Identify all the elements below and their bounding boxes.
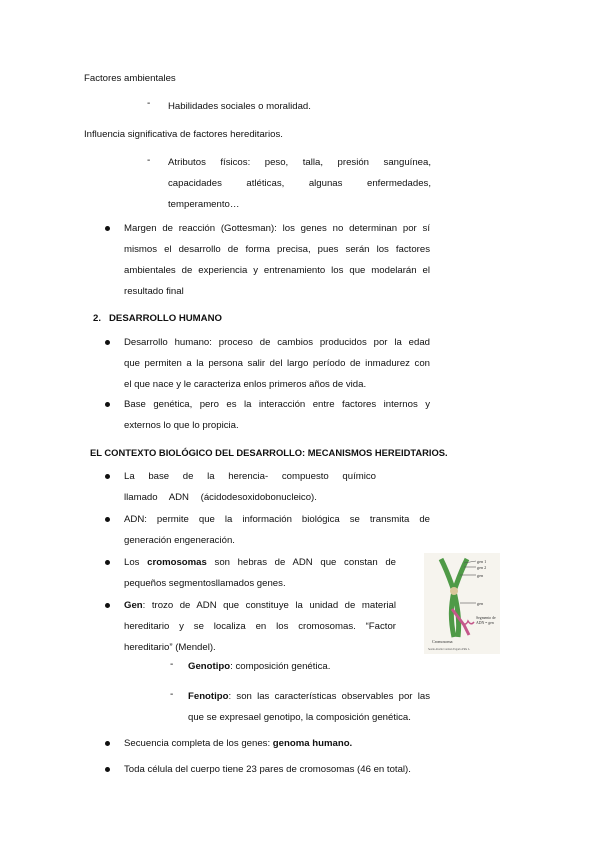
list-item: Habilidades sociales o moralidad. bbox=[168, 101, 311, 112]
list-item: ADN: permite que la información biológica se transmita de generación engeneración. bbox=[124, 514, 430, 546]
centromere bbox=[450, 587, 458, 595]
bullet-icon bbox=[105, 767, 110, 772]
section-heading: EL CONTEXTO BIOLÓGICO DEL DESARROLLO: MECANISMOS HEREIDTARIOS. bbox=[90, 447, 448, 458]
figure-label: gen bbox=[477, 601, 484, 606]
bullet-icon bbox=[105, 340, 110, 345]
dash-marker: - bbox=[170, 659, 174, 670]
figure-label: ADN = gen bbox=[476, 621, 494, 625]
figure-label: gen 2 bbox=[477, 565, 487, 570]
section-heading: 2. DESARROLLO HUMANO bbox=[93, 313, 222, 324]
list-item: Gen: trozo de ADN que constituye la unidad de material hereditario y se localiza en los cromosomas. “Factor hereditario” (Mendel). bbox=[124, 600, 396, 653]
bullet-icon bbox=[105, 741, 110, 746]
figure-credit: Seatle Abelle Carmen Esgaria Piña L. bbox=[428, 648, 471, 651]
list-item: Margen de reacción (Gottesman): los genes no determinan por sí mismos el desarrollo de forma precisa, pues serán los factores ambientales de experiencia y entrenamiento los que modelarán el resultado final bbox=[124, 223, 430, 297]
list-item: Atributos físicos: peso, talla, presión sanguínea, capacidades atléticas, algunas enfermedades, temperamento… bbox=[168, 157, 431, 210]
bullet-icon bbox=[105, 517, 110, 522]
bullet-icon bbox=[105, 603, 110, 608]
list-item: Secuencia completa de los genes: genoma humano. bbox=[124, 738, 353, 749]
figure-caption: Cromosoma bbox=[432, 639, 453, 644]
list-item: Genotipo: composición genética. bbox=[188, 661, 331, 672]
list-item: Desarrollo humano: proceso de cambios producidos por la edad que permiten a la persona salir del largo período de inmadurez con el que nace y le caracteriza enlos primeros años de vida. bbox=[124, 337, 430, 390]
factores-ambientales: Factores ambientales bbox=[84, 73, 176, 84]
bullet-icon bbox=[105, 402, 110, 407]
bullet-icon bbox=[105, 560, 110, 565]
influencia-heading: Influencia significativa de factores hereditarios. bbox=[84, 129, 283, 140]
bullet-icon bbox=[105, 226, 110, 231]
dash-marker: - bbox=[147, 155, 151, 166]
dash-marker: - bbox=[170, 689, 174, 700]
chromosome-figure bbox=[424, 553, 500, 654]
figure-label: gen 1 bbox=[477, 559, 487, 564]
list-item: Los cromosomas son hebras de ADN que constan de pequeños segmentosllamados genes. bbox=[124, 557, 396, 589]
list-item: Toda célula del cuerpo tiene 23 pares de cromosomas (46 en total). bbox=[124, 764, 411, 775]
list-item: Base genética, pero es la interacción entre factores internos y externos lo que lo propicia. bbox=[124, 399, 430, 431]
list-item: La base de la herencia- compuesto químico llamado ADN (ácidodesoxidobonucleico). bbox=[124, 471, 376, 503]
figure-label: Segmento de bbox=[476, 616, 496, 620]
figure-label: gen bbox=[477, 573, 484, 578]
dash-marker: - bbox=[147, 98, 151, 109]
bullet-icon bbox=[105, 474, 110, 479]
list-item: Fenotipo: son las características observables por las que se expresael genotipo, la composición genética. bbox=[188, 691, 430, 723]
